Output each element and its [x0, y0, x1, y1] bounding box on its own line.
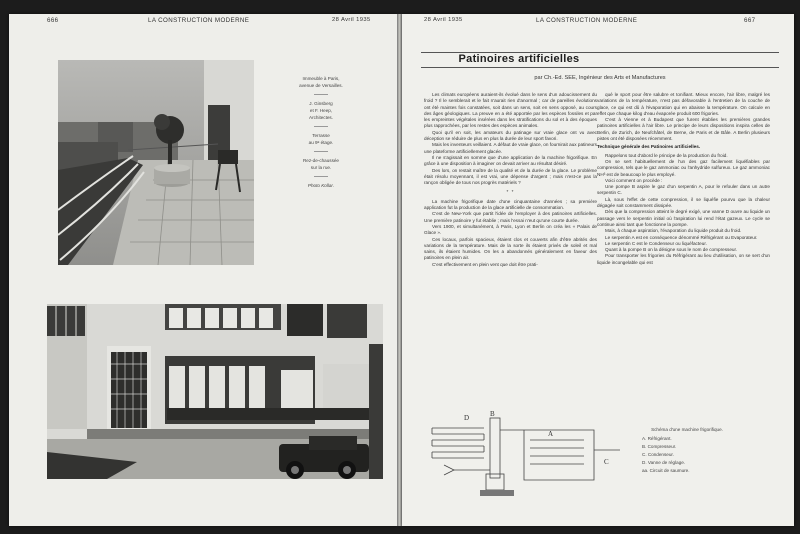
- legend-title: Schéma d'une machine frigorifique.: [651, 427, 723, 432]
- article-column-left: [424, 92, 597, 268]
- paragraph: Mais, à chaque aspiration, l'évaporation du liquide produit du froid.: [605, 228, 742, 234]
- diagram-label-c: C: [604, 458, 609, 466]
- right-running-head: LA CONSTRUCTION MODERNE: [536, 17, 638, 24]
- section-heading: Technique générale des Patinoires artificielles.: [597, 144, 701, 150]
- paragraph: Mais les inventeurs veillaient. A défaut de vraie glace, on fournirait aux patineurs une plateforme artificiellement glacée.: [424, 142, 597, 154]
- article-title: Patinoires artificielles: [458, 53, 580, 65]
- diagram-label-b: B: [490, 410, 495, 418]
- caption-building-2: avenue de Versailles.: [299, 83, 343, 88]
- photo-credit: Photo Kollar.: [307, 183, 335, 188]
- caption-terrace-2: au 9ᵉ étage.: [308, 140, 334, 145]
- paragraph: Il ne s'agissait en somme que d'une application de la machine frigorifique. En grâce à une disposition à imaginer on devait arriver au résultat désiré.: [424, 154, 597, 167]
- paragraph: Les climats européens auraient-ils évolué dans le sens d'un adoucissement du froid ? Il le semblerait et le fait n'aurait rien d'anormal ; car de pareilles évolutions ont été maintes fois constatées, soit dans un sens, soit en sens opposé, au cours des âges géologiques. La preuve en a été apportée par les espèces fossiles et par les empreintes végétales insérées dans les stratifications du sol et à des époques plus rapprochées, par les restes des espèces animales.: [424, 92, 597, 129]
- paragraph: Voici comment on procède :: [605, 177, 663, 183]
- paragraph: C'est de New-York que partit l'idée de l'employer à des patinoires artificielles. Une première patinoire y fut établie ; mais l'essai n'eut qu'une courte durée.: [424, 211, 597, 223]
- legend-item: B. Compresseur.: [642, 444, 677, 449]
- article-column-right: [597, 92, 770, 266]
- legend-item: D. Vanne de réglage.: [642, 460, 686, 465]
- legend-item: C. Condenseur.: [642, 452, 674, 457]
- caption-ground-1: Rez-de-chaussée: [302, 158, 339, 163]
- caption-architect-2: et F. Heep,: [309, 108, 333, 113]
- paragraph: Dès que la compression atteint le degré exigé, une vanne D ouvre au liquide un passage vers le serpentin initial où l'aspiration lui rend l'état gazeux. Le cycle se continue ainsi tant que fonctionne la pompe.: [597, 209, 770, 227]
- title-rule-bottom: [421, 67, 779, 68]
- paragraph: Quant à la pompe B on la désigne sous le nom de compresseur.: [605, 247, 738, 253]
- terrace-photo: [58, 60, 254, 265]
- left-date: 28 Avril 1935: [332, 17, 371, 23]
- paragraph: C'est à Vienne et à Budapest que furent établies les premières grandes patinoires artificielles à l'air libre. Le principe de leurs dispositions inspira celles de Berlin, de Zurich, de Neufchâtel, de Berne, de Paris et de Bâle. A Berlin plusieurs pistes ont été disposées récemment.: [597, 117, 770, 142]
- legend-item: aa. Circuit de saumure.: [642, 468, 690, 473]
- paragraph: Le serpentin A est en conséquence dénommé Réfrigérant ou Evaporateur.: [605, 234, 758, 240]
- paragraph: On se sert habituellement de l'un des gaz facilement liquéfiables par compression, tels que le gaz ammoniac ou l'anhydride sulfureux. Le gaz ammoniac NH³ est de beaucoup le plus employé.: [597, 158, 770, 177]
- caption-architect-1: J. Ginsberg: [309, 101, 333, 106]
- paragraph: Vers 1900, et simultanément, à Paris, Lyon et Berlin on créa les « Palais de Glace ».: [424, 223, 597, 236]
- caption-ground-2: sur la rue.: [310, 165, 332, 170]
- diagram-legend: [632, 426, 742, 475]
- diagram-label-d: D: [464, 414, 470, 422]
- left-running-head: LA CONSTRUCTION MODERNE: [148, 17, 250, 24]
- legend-item: A. Réfrigérant.: [642, 436, 672, 441]
- facade-photo: [47, 304, 383, 479]
- paragraph: Là, sous l'effet de cette compression, il se liquéfie pourvu que la chaleur dégagée soit constamment dissipée.: [597, 196, 770, 209]
- paragraph: C'est effectivement en plein vent que doit être prati-: [432, 261, 538, 267]
- photo-caption: [286, 75, 356, 189]
- right-date: 28 Avril 1935: [424, 17, 463, 23]
- article-byline: par Ch.-Ed. SEE, Ingénieur des Arts et Manufactures: [534, 75, 666, 81]
- paragraph: La machine frigorifique date d'une cinquantaine d'années ; sa première application fut la production de la glace artificielle de consommation.: [424, 198, 597, 211]
- left-page-number: 666: [47, 17, 59, 24]
- paragraph: Ces locaux, parfois spacieux, étaient clos et couverts afin d'être abrités des variations de la température. Mais de la sorte ils étaient privés de soleil et mal sains, ils étaient humides. On les a abandonnés généralement en faveur des patinoires en plein air.: [424, 236, 597, 261]
- paragraph: Rappelons tout d'abord le principe de la production du froid.: [605, 152, 728, 158]
- paragraph: Le serpentin C est le Condenseur ou liquéfacteur.: [605, 240, 707, 246]
- diagram-label-a: A: [548, 430, 554, 438]
- paragraph: Une pompe B aspire le gaz d'un serpentin A, pour le refouler dans un autre serpentin C.: [597, 184, 770, 196]
- paragraph: Pour transporter les frigories du Réfrigérant au lieu d'utilisation, on se sert d'un liquide incongelable qui est: [597, 253, 770, 265]
- right-page-number: 667: [744, 17, 756, 24]
- refrigeration-diagram: [424, 410, 624, 502]
- paragraph: Quoi qu'il en soit, les amateurs du patinage sur vraie glace ont vu avec déception se réduire de plus en plus la durée de leur sport favori.: [424, 129, 597, 142]
- paragraph: qué le sport pour être salubre et tonifiant. Mieux encore, l'air libre, malgré les variations de la température, n'est pas défavorable à l'entretien de la couche de glace, ce qui est dû à l'évaporation qui en abaisse la température. On calcule en effet que chaque kilog d'eau évaporée produit 600 frigories.: [597, 92, 770, 116]
- paragraph: Des lors, on restait maître de la qualité et de la durée de la glace. Le problème était résolu moyennant, il est vrai, une dépense d'argent ; mais n'est-ce pas la rançon obligée de tous nos progrès matériels ?: [424, 167, 597, 186]
- caption-architect-3: Architectes.: [309, 115, 333, 120]
- caption-terrace-1: Terrasse: [312, 133, 330, 138]
- caption-building-1: Immeuble à Paris,: [302, 76, 340, 81]
- section-separator: * *: [506, 189, 515, 195]
